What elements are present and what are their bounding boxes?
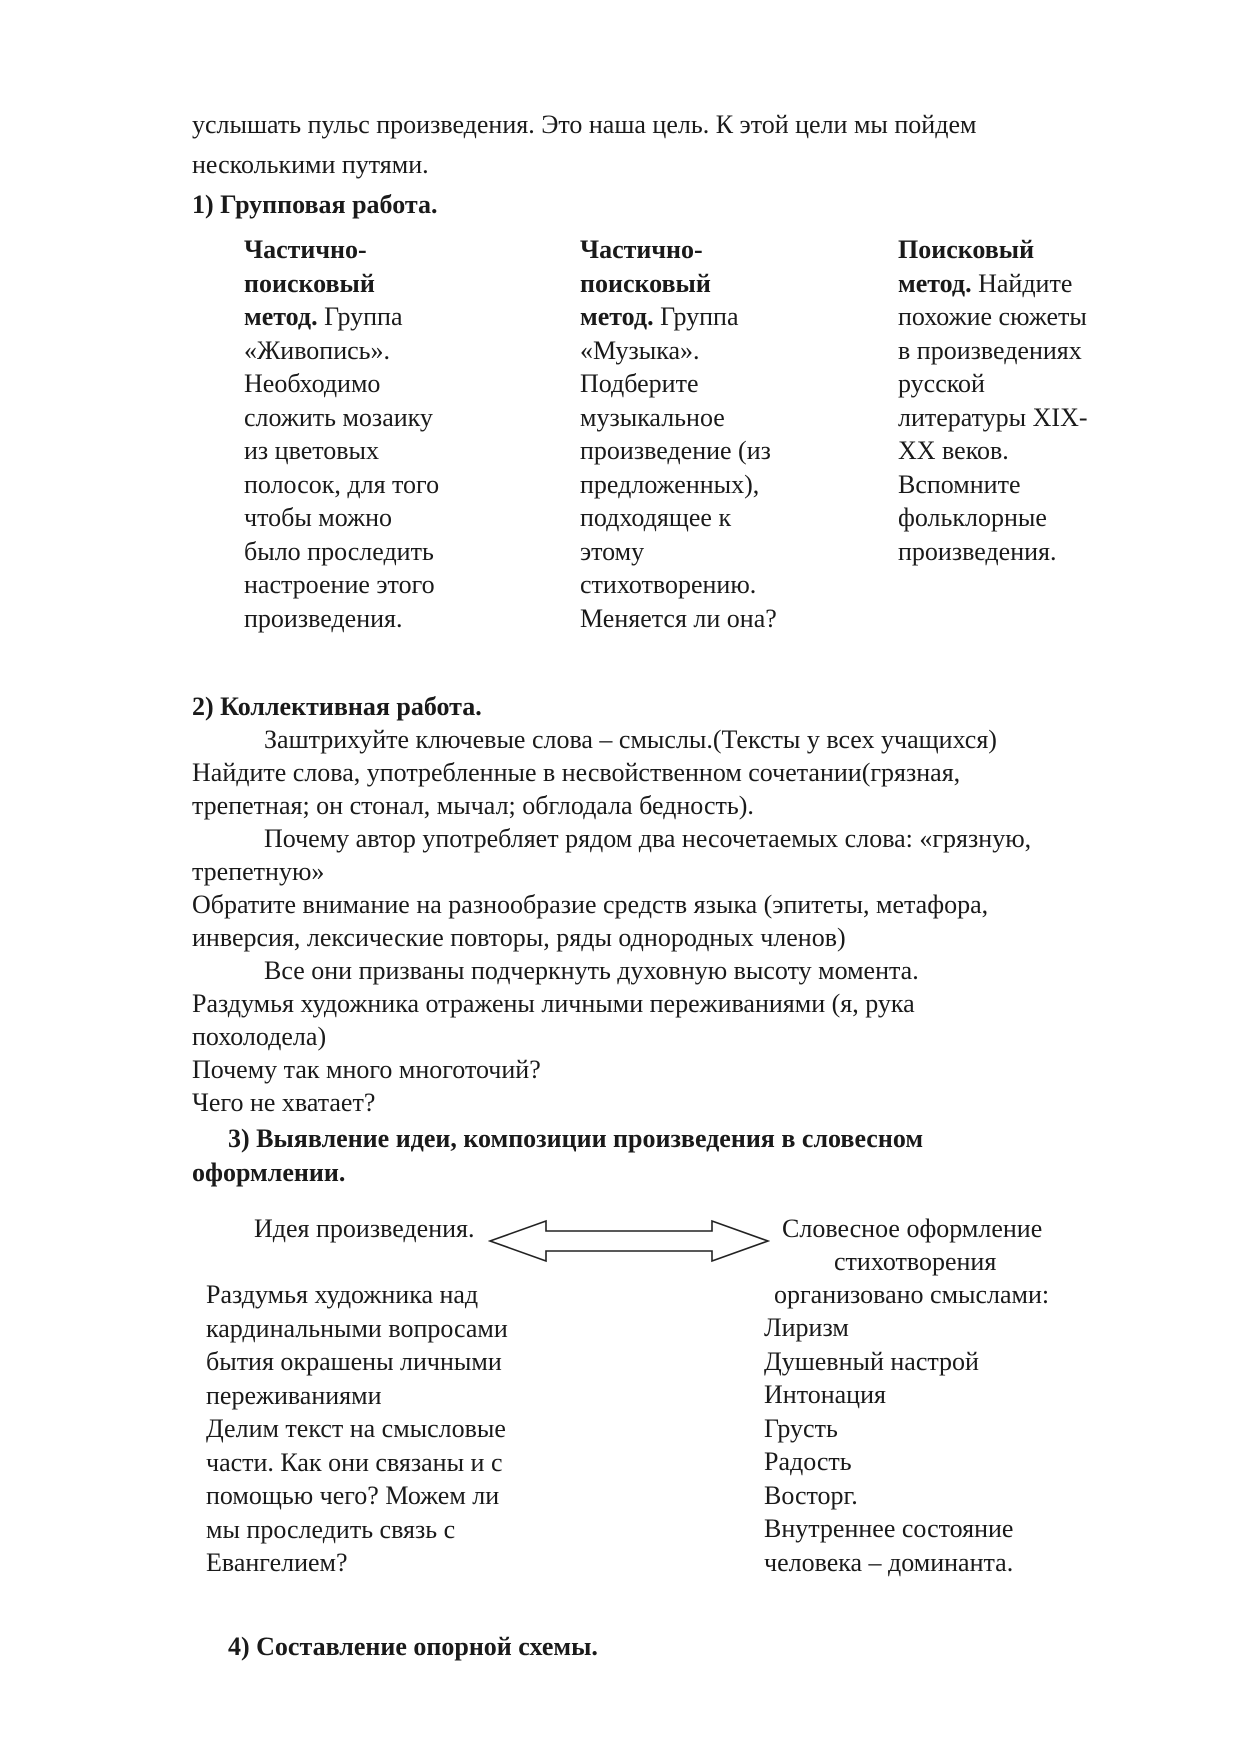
- section2-line: Заштрихуйте ключевые слова – смыслы.(Тексты у всех учащихся): [264, 725, 997, 754]
- section2-line: Раздумья художника отражены личными переживаниями (я, рука: [192, 989, 915, 1018]
- idea-line: мы проследить связь с: [206, 1514, 456, 1544]
- meaning-item: Внутреннее состояние: [764, 1514, 1014, 1543]
- meaning-item: Лиризм: [764, 1313, 849, 1342]
- section2-line: Чего не хватает?: [192, 1088, 376, 1117]
- section2-heading: 2) Коллективная работа.: [192, 692, 482, 721]
- verbal-form-title: Словесное оформление: [782, 1214, 1043, 1243]
- meaning-item: Грусть: [764, 1413, 838, 1443]
- section2-line: похолодела): [192, 1022, 327, 1051]
- task-line: Группа: [660, 302, 739, 331]
- task-line: предложенных),: [580, 469, 760, 499]
- section3-heading: 3) Выявление идеи, композиции произведения в словесном: [228, 1124, 924, 1153]
- task-line: было проследить: [244, 536, 434, 566]
- section2-line: Найдите слова, употребленные в несвойственном сочетании(грязная,: [192, 758, 961, 787]
- group-column-music: [580, 233, 870, 635]
- meaning-item: Душевный настрой: [764, 1346, 979, 1376]
- method-line: Поисковый: [898, 235, 1035, 264]
- section2-line: трепетная; он стонал, мычал; обглодала бедность).: [192, 791, 754, 820]
- task-line: фольклорные: [898, 503, 1047, 532]
- task-line: произведение (из: [580, 436, 771, 465]
- idea-line: помощью чего? Можем ли: [206, 1481, 500, 1510]
- meanings-list: [764, 1311, 1144, 1579]
- task-line: чтобы можно: [244, 503, 392, 532]
- idea-line: бытия окрашены личными: [206, 1347, 502, 1376]
- idea-line: Раздумья художника над: [206, 1280, 479, 1309]
- idea-line: Евангелием?: [206, 1548, 348, 1577]
- method-line: поисковый: [580, 268, 711, 298]
- section1-heading: 1) Групповая работа.: [192, 190, 438, 219]
- section2-line: Почему автор употребляет рядом два несочетаемых слова: «грязную,: [264, 824, 1032, 853]
- task-line: музыкальное: [580, 402, 725, 432]
- method-line: Частично-: [580, 235, 703, 264]
- task-line: произведения.: [244, 603, 403, 633]
- group-column-painting: [244, 233, 544, 635]
- idea-line: части. Как они связаны и с: [206, 1447, 503, 1477]
- task-line: подходящее к: [580, 503, 732, 532]
- idea-description: [206, 1278, 586, 1580]
- group-column-search: [898, 233, 1158, 568]
- task-line: Найдите: [978, 268, 1073, 298]
- task-line: русской: [898, 369, 985, 398]
- task-line: произведения.: [898, 536, 1057, 566]
- section2-line: трепетную»: [192, 857, 325, 886]
- method-and-task-line: [244, 300, 544, 334]
- task-line: стихотворению.: [580, 570, 757, 599]
- section2-line: Почему так много многоточий?: [192, 1055, 541, 1084]
- meaning-item: Радость: [764, 1447, 852, 1476]
- method-and-task-line: [898, 267, 1158, 301]
- meaning-item: Интонация: [764, 1380, 886, 1409]
- method-line: метод.: [580, 302, 654, 331]
- intro-line-1: услышать пульс произведения. Это наша цель. К этой цели мы пойдем: [192, 110, 977, 139]
- task-line: в произведениях: [898, 335, 1082, 365]
- task-line: из цветовых: [244, 436, 380, 465]
- idea-line: переживаниями: [206, 1380, 382, 1410]
- method-line: метод.: [898, 268, 972, 298]
- section2-line: Обратите внимание на разнообразие средств языка (эпитеты, метафора,: [192, 890, 989, 919]
- task-line: Подберите: [580, 369, 699, 398]
- task-line: «Музыка».: [580, 335, 700, 365]
- task-line: литературы XIX-: [898, 402, 1088, 432]
- verbal-form-title-cont: стихотворения: [834, 1247, 997, 1276]
- task-line: настроение этого: [244, 570, 435, 599]
- method-line: метод.: [244, 302, 318, 331]
- method-and-task-line: [580, 300, 870, 334]
- idea-line: Делим текст на смысловые: [206, 1414, 506, 1443]
- meanings-intro: организовано смыслами:: [774, 1280, 1050, 1309]
- section3-heading-cont: оформлении.: [192, 1158, 346, 1187]
- intro-line-2: несколькими путями.: [192, 150, 429, 179]
- task-line: Меняется ли она?: [580, 603, 777, 633]
- method-line: поисковый: [244, 268, 375, 298]
- section2-line: Все они призваны подчеркнуть духовную высоту момента.: [264, 956, 919, 985]
- task-line: Необходимо: [244, 369, 381, 398]
- idea-line: кардинальными вопросами: [206, 1313, 508, 1343]
- task-line: похожие сюжеты: [898, 302, 1087, 331]
- task-line: полосок, для того: [244, 469, 440, 499]
- meaning-item: Восторг.: [764, 1480, 858, 1510]
- section4-heading: 4) Составление опорной схемы.: [228, 1632, 598, 1661]
- section2-line: инверсия, лексические повторы, ряды однородных членов): [192, 923, 846, 952]
- task-line: Группа: [324, 302, 403, 331]
- task-line: сложить мозаику: [244, 402, 433, 432]
- task-line: «Живопись».: [244, 335, 391, 365]
- idea-title: Идея произведения.: [254, 1214, 475, 1243]
- task-line: этому: [580, 536, 645, 566]
- double-arrow-icon: [488, 1218, 770, 1264]
- task-line: XX веков.: [898, 436, 1009, 465]
- task-line: Вспомните: [898, 469, 1021, 499]
- method-line: Частично-: [244, 235, 367, 264]
- meaning-item: человека – доминанта.: [764, 1547, 1014, 1577]
